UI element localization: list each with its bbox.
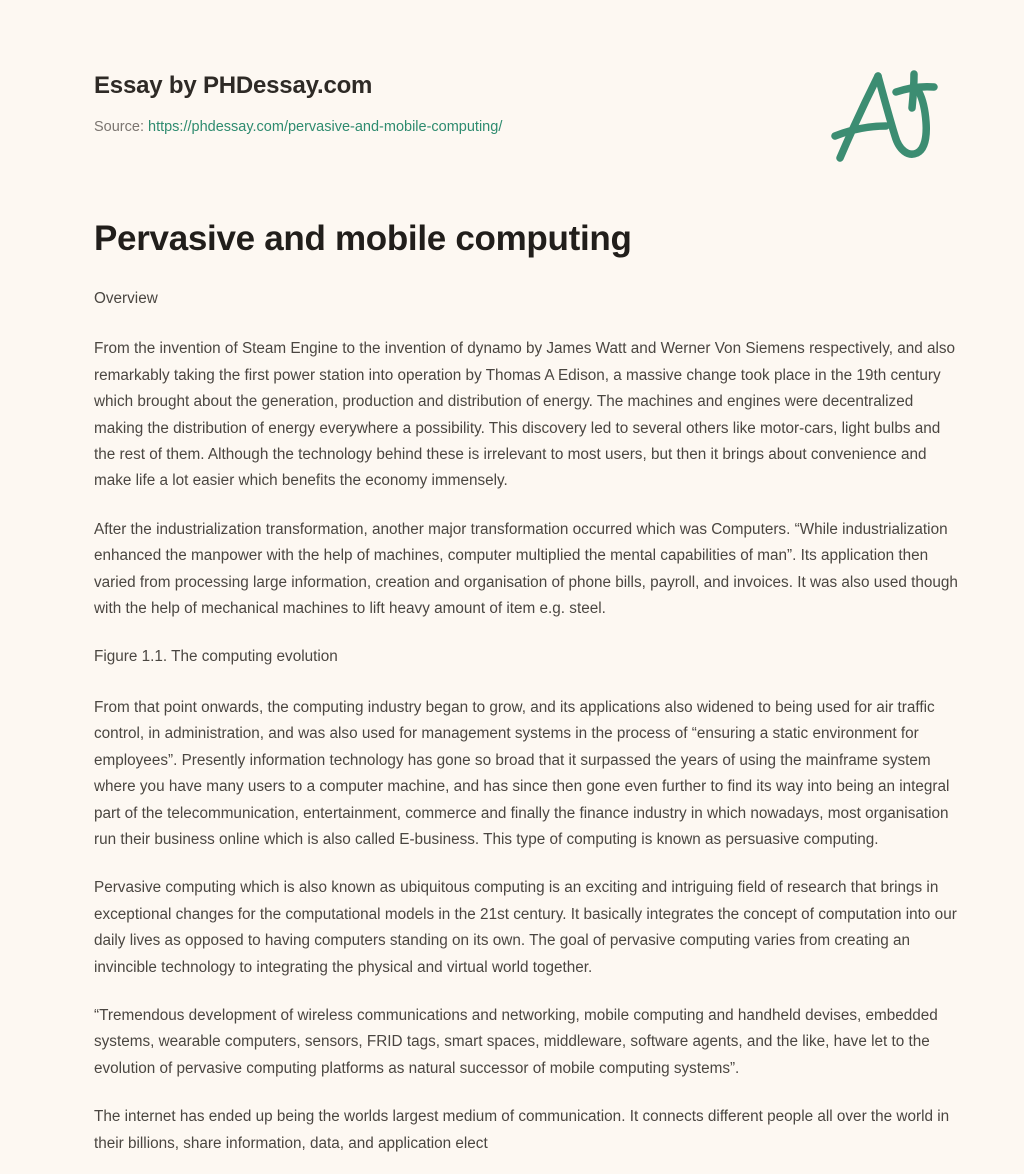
page-title: Pervasive and mobile computing [94, 219, 632, 258]
page-header [94, 72, 794, 137]
paragraph-4: Pervasive computing which is also known as ubiquitous computing is an exciting and intriguing field of research that brings in exceptional changes for the computational models in the 21st century. It basically integrates the concept of computation into our daily lives as opposed to having computers standing on its own. The goal of pervasive computing varies from creating an invincible technology to integrating the physical and virtual world together. [94, 879, 957, 976]
source-line [94, 118, 794, 137]
figure-caption: Figure 1.1. The computing evolution [94, 648, 338, 666]
paragraph-3: From that point onwards, the computing industry began to grow, and its applications also widened to being used for air traffic control, in administration, and was also used for management systems in the process of “ensuring a static environment for employees”. Presently information technology has gone so broad that it surpassed the years of using the mainframe system where you have many users to a computer machine, and has since then gone even further to find its way into being an integral part of the telecommunication, entertainment, commerce and finally the finance industry in which nowadays, most organisation run their business online which is also called E-business. This type of computing is known as persuasive computing. [94, 698, 950, 848]
paragraph-1: From the invention of Steam Engine to the invention of dynamo by James Watt and Werner Von Siemens respectively, and also remarkably taking the first power station into operation by Thomas A Edison, a massive change took place in the 19th century which brought about the generation, production and distribution of energy. The machines and engines were decentralized making the distribution of energy everywhere a possibility. This discovery led to several others like motor-cars, light bulbs and the rest of them. Although the technology behind these is irrelevant to most users, but then it brings about convenience and make life a lot easier which benefits the economy immensely. [94, 340, 956, 490]
brand-title: Essay by PHDessay.com [94, 72, 373, 99]
phdessay-a-plus-logo [826, 58, 946, 168]
paragraph-6-truncated: The internet has ended up being the worlds largest medium of communication. It connects different people all over the world in their billions, share information, data, and application elect [94, 1108, 950, 1152]
source-label: Source: [94, 118, 148, 135]
a-plus-icon [826, 58, 946, 168]
essay-body [94, 286, 964, 1157]
source-url-link[interactable]: https://phdessay.com/pervasive-and-mobile-computing/ [148, 118, 503, 135]
section-heading-overview: Overview [94, 290, 158, 307]
paragraph-5: “Tremendous development of wireless communications and networking, mobile computing and handheld devises, embedded systems, wearable computers, sensors, FRID tags, smart spaces, middleware, software agents, and the like, have let to the evolution of pervasive computing platforms as natural successor of mobile computing systems”. [94, 1006, 938, 1077]
paragraph-2: After the industrialization transformation, another major transformation occurred which was Computers. “While industrialization enhanced the manpower with the help of machines, computer multiplied the mental capabilities of man”. Its application then varied from processing large information, creation and organisation of phone bills, payroll, and invoices. It was also used though with the help of mechanical machines to lift heavy amount of item e.g. steel. [94, 520, 958, 618]
